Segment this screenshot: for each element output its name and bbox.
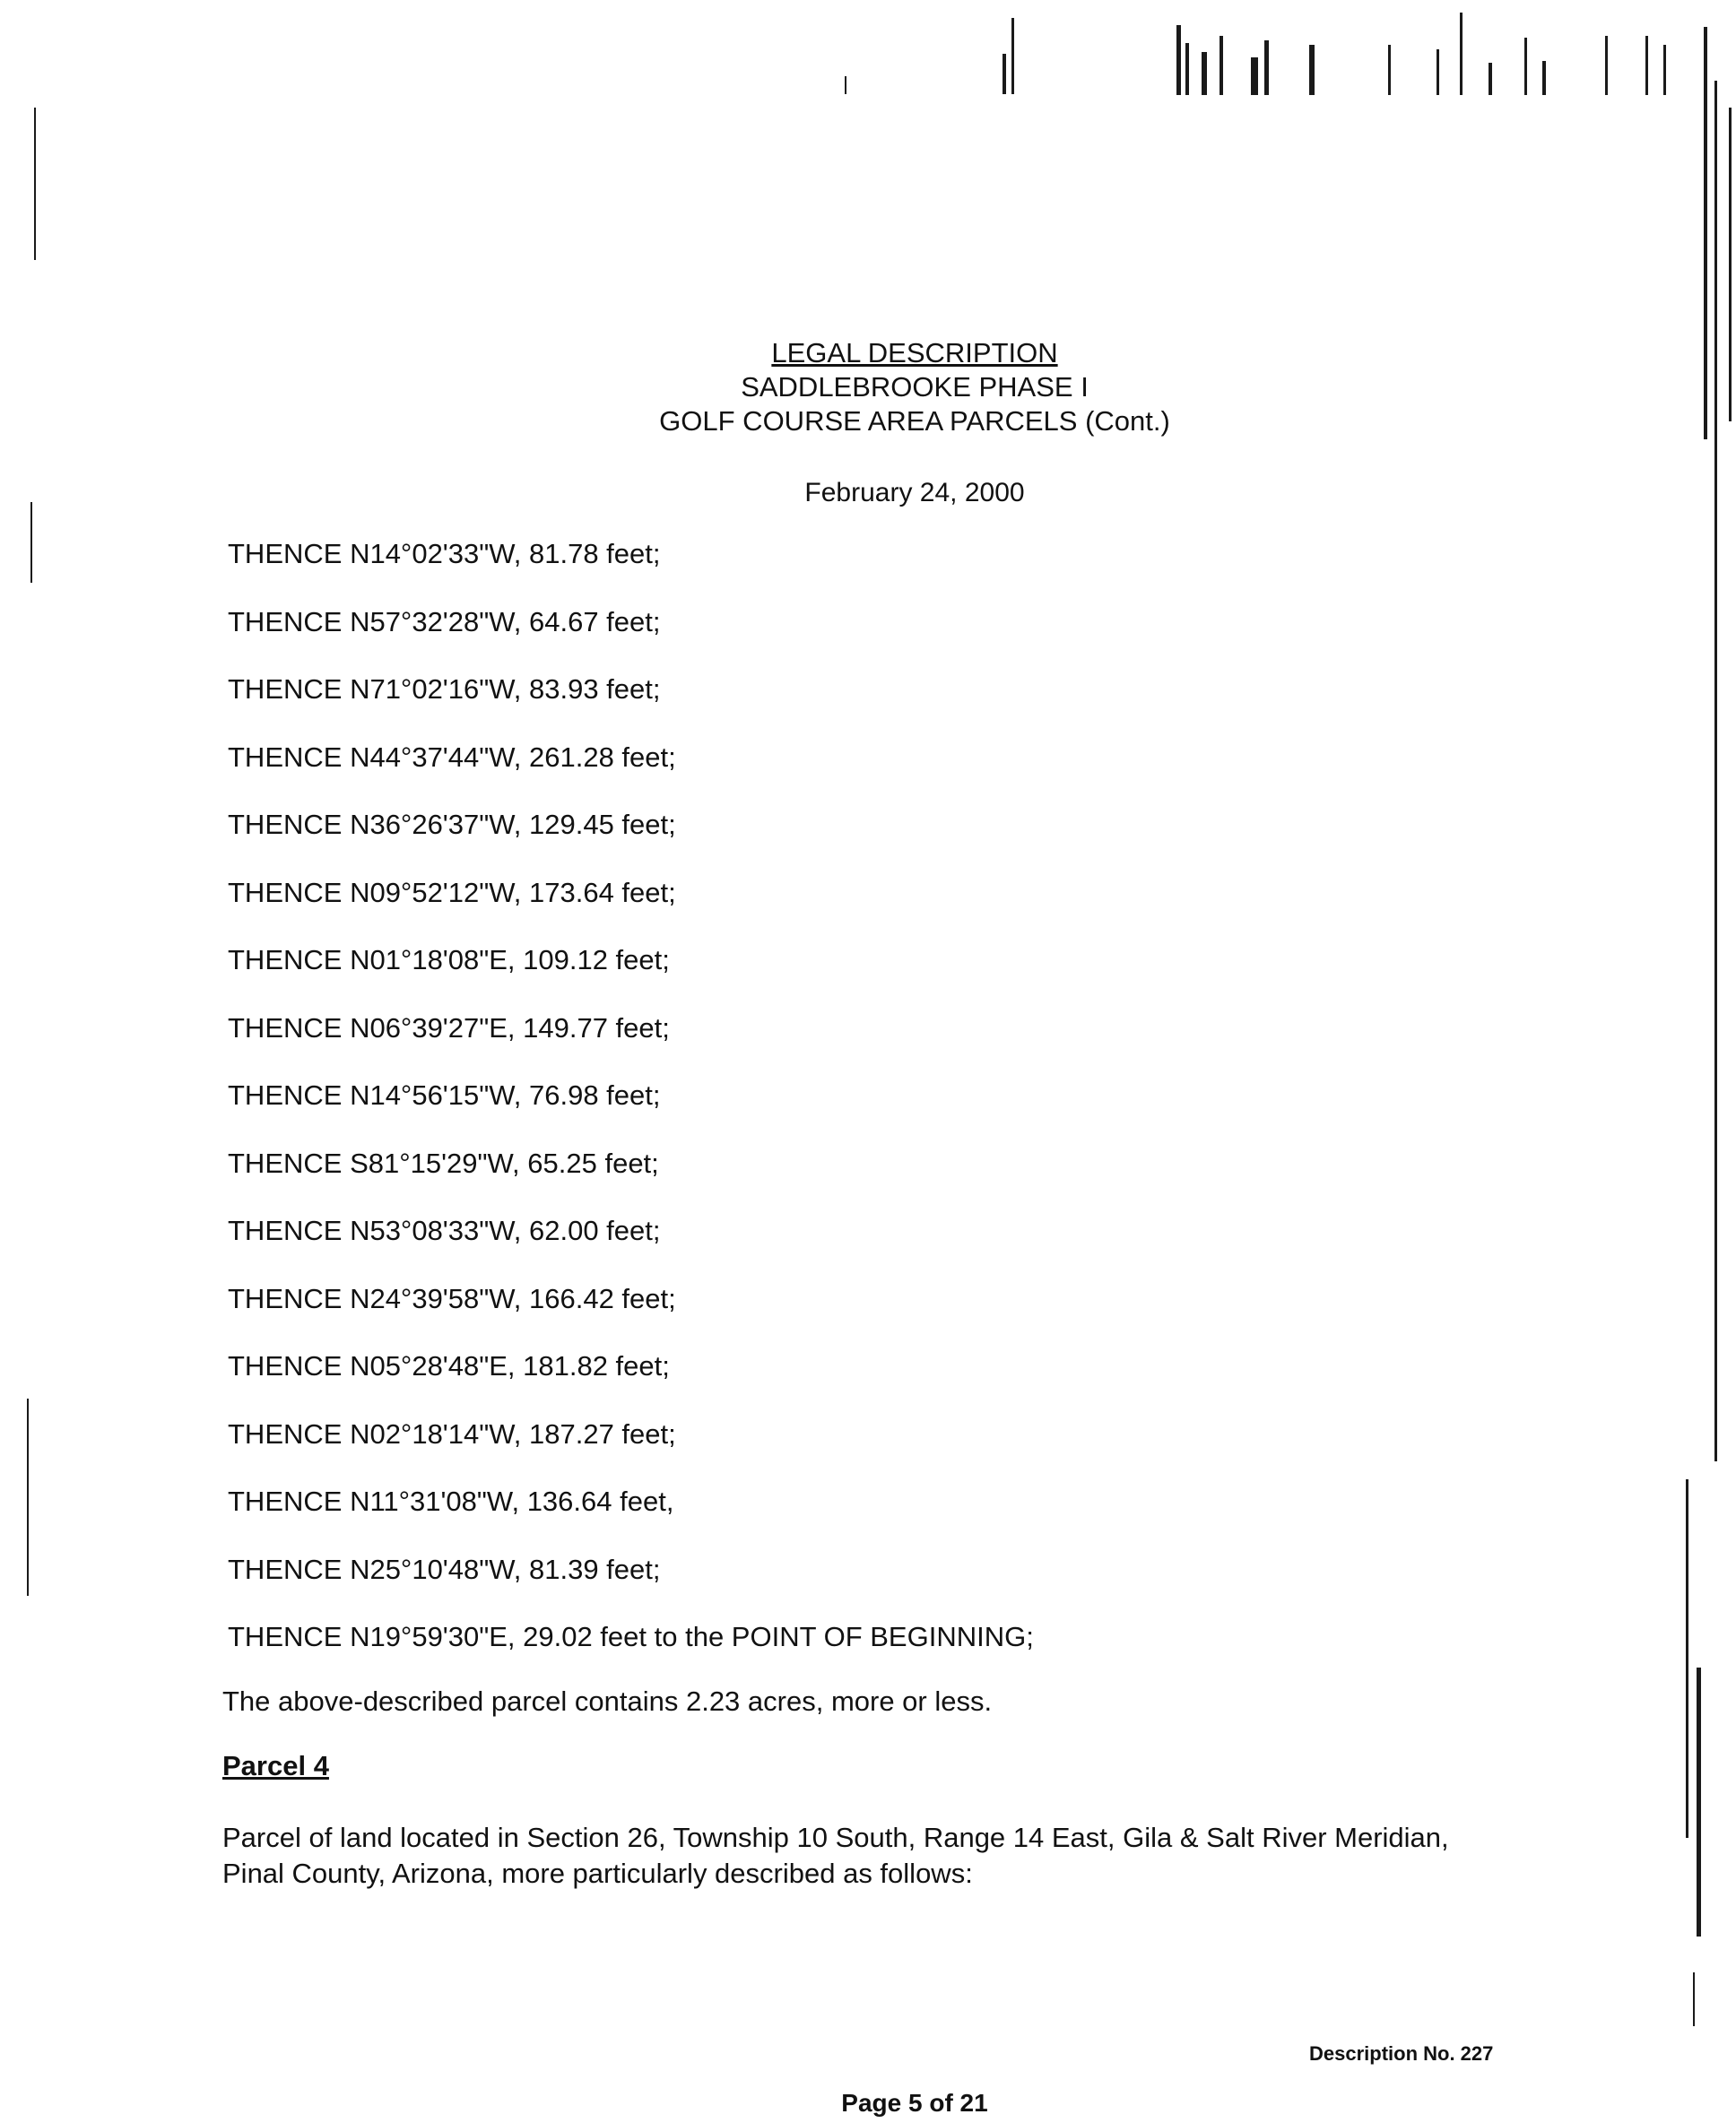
- course-line: THENCE N06°39'27"E, 149.77 feet;: [228, 1011, 670, 1044]
- course-line: THENCE N02°18'14"W, 187.27 feet;: [228, 1417, 676, 1450]
- header-section: GOLF COURSE AREA PARCELS (Cont.): [659, 405, 1170, 437]
- course-line: THENCE N14°02'33"W, 81.78 feet;: [228, 538, 661, 569]
- course-line: THENCE N09°52'12"W, 173.64 feet;: [228, 876, 676, 908]
- course-line: THENCE N19°59'30"E, 29.02 feet to the POINT OF BEGINNING;: [228, 1621, 1034, 1652]
- page-number: Page 5 of 21: [841, 2089, 988, 2117]
- parcel-heading: Parcel 4: [222, 1750, 329, 1781]
- course-line: THENCE N71°02'16"W, 83.93 feet;: [228, 673, 661, 705]
- course-line: THENCE N01°18'08"E, 109.12 feet;: [228, 944, 670, 975]
- course-line: THENCE N36°26'37"W, 129.45 feet;: [228, 809, 676, 840]
- header-subtitle: SADDLEBROOKE PHASE I: [741, 371, 1089, 403]
- document-date: February 24, 2000: [804, 478, 1025, 507]
- description-number: Description No. 227: [1309, 2042, 1494, 2065]
- course-line: THENCE N05°28'48"E, 181.82 feet;: [228, 1350, 670, 1382]
- course-line: THENCE S81°15'29"W, 65.25 feet;: [228, 1147, 659, 1179]
- document-header: [0, 336, 1736, 438]
- acreage-summary: The above-described parcel contains 2.23 acres, more or less.: [222, 1685, 993, 1717]
- header-title: LEGAL DESCRIPTION: [771, 337, 1058, 368]
- course-line: THENCE N44°37'44"W, 261.28 feet;: [228, 741, 676, 773]
- course-line: THENCE N14°56'15"W, 76.98 feet;: [228, 1079, 661, 1111]
- course-line: THENCE N57°32'28"W, 64.67 feet;: [228, 605, 661, 637]
- parcel-description: Parcel of land located in Section 26, Township 10 South, Range 14 East, Gila & Salt River Meridian, Pinal County, Arizona, more particularly described as follows:: [222, 1822, 1449, 1889]
- course-line: THENCE N11°31'08"W, 136.64 feet,: [228, 1486, 674, 1517]
- course-line: THENCE N24°39'58"W, 166.42 feet;: [228, 1282, 676, 1314]
- course-line: THENCE N25°10'48"W, 81.39 feet;: [228, 1553, 661, 1585]
- course-list: [228, 534, 1034, 1685]
- course-line: THENCE N53°08'33"W, 62.00 feet;: [228, 1215, 661, 1246]
